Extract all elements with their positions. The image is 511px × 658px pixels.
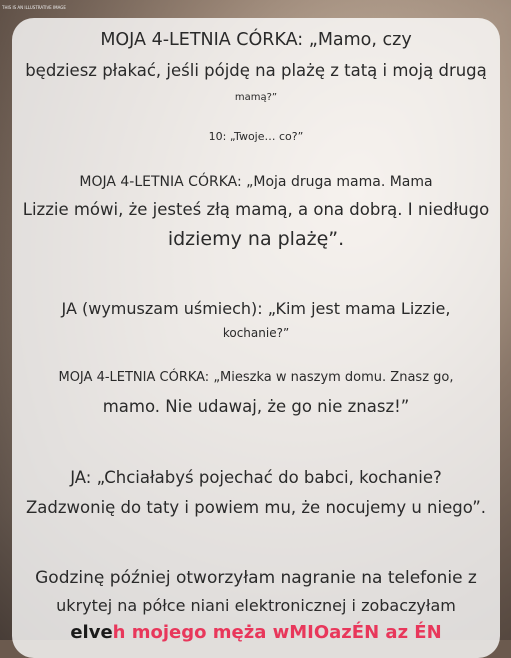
story-line: 10: „Twoje… co?” [208,130,304,143]
story-line: idziemy na plażę”. [167,228,345,250]
story-line: MOJA 4-LETNIA CÓRKA: „Mieszka w naszym domu. Znasz go, [58,370,454,385]
image-caption: THIS IS AN ILLUSTRATIVE IMAGE [2,5,66,10]
story-fragment: h mojego męża wMIOazÉN [112,622,380,643]
story-line: MOJA 4-LETNIA CÓRKA: „Mamo, czy [100,30,412,50]
story-line: JA (wymuszam uśmiech): „Kim jest mama Lizzie, [61,299,451,318]
story-line: kochanie?” [222,326,290,340]
story-line: będziesz płakać, jeśli pójdę na plażę z tatą i moją drugą [25,61,487,80]
story-line: ukrytej na półce niani elektronicznej i zobaczyłam [56,596,456,615]
story-line: Zadzwonię do taty i powiem mu, że nocujemy u niego”. [25,498,487,517]
story-line: mamo. Nie udawaj, że go nie znasz!” [102,397,410,416]
story-line: mamą?” [234,92,278,103]
story-line: Lizzie mówi, że jesteś złą mamą, a ona dobrą. I niedługo [22,200,490,219]
story-line: Godzinę później otworzyłam nagranie na telefonie z [35,568,477,588]
story-fragment: az ÉN [385,622,442,643]
story-line: MOJA 4-LETNIA CÓRKA: „Moja druga mama. Mama [79,174,433,190]
story-fragment: elve [70,622,113,643]
story-line: JA: „Chciałabyś pojechać do babci, kochanie? [70,468,442,487]
